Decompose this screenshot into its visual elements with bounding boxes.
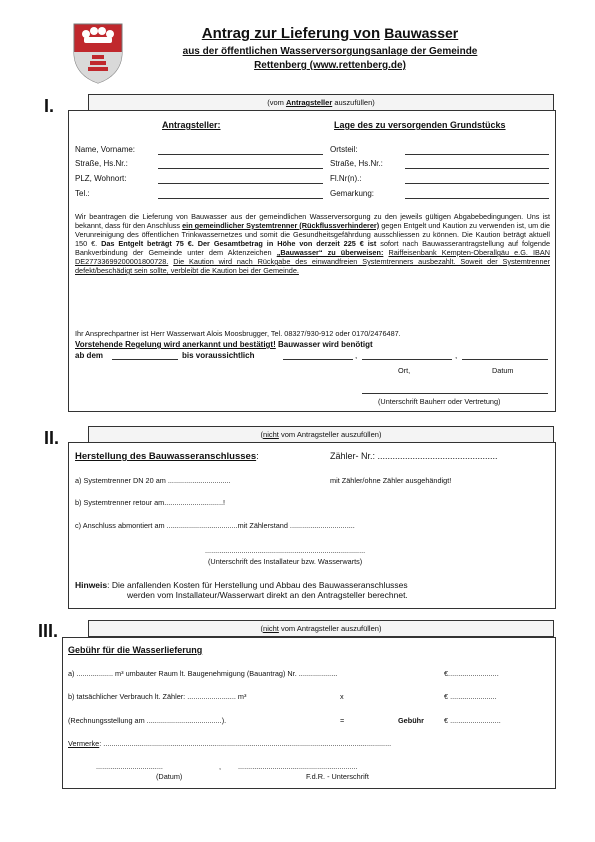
- fee-signature-label: F.d.R. - Unterschrift: [306, 772, 369, 781]
- tab-text-post: vom Antragsteller auszufüllen): [278, 430, 382, 439]
- comma-1: ,: [355, 351, 358, 360]
- section-2-numeral: II.: [44, 428, 60, 448]
- phone-field[interactable]: [158, 198, 323, 199]
- installer-signature-label: (Unterschrift des Installateur bzw. Wasserwarts): [208, 557, 363, 566]
- street-field[interactable]: [158, 168, 323, 169]
- agreement-bold: Vorstehende Regelung wird anerkannt und bestätigt!: [75, 340, 276, 349]
- page-subtitle-2: Rettenberg (www.rettenberg.de): [254, 60, 406, 71]
- date-label: Datum: [492, 366, 514, 375]
- name-field[interactable]: [158, 154, 323, 155]
- hint-text-2: werden vom Installateur/Wasserwart direkt an den Antragsteller berechnet.: [127, 590, 408, 600]
- tab-text-bold: Antragsteller: [285, 98, 333, 107]
- hint-text-1: : Die anfallenden Kosten für Herstellung und Abbau des Bauwasseranschlusses: [107, 580, 408, 590]
- terms-text-backflow: ein gemeindlicher Systemtrenner (Rückflussverhinderer): [182, 221, 380, 230]
- terms-text-1: Wir beantragen die Lieferung von Bauwasser aus der gemeindlichen Wasserversorgung zu den jeweils gültigen Abgabebedingungen. Uns ist bekannt, dass für den Anschluss: [75, 212, 550, 230]
- field-label-street: Straße, Hs.Nr.:: [75, 159, 128, 168]
- gemarkung-field[interactable]: [405, 198, 549, 199]
- fee-line-b[interactable]: b) tatsächlicher Verbrauch lt. Zähler: ........................ m³: [68, 692, 247, 701]
- applicant-heading: Antragsteller:: [162, 120, 221, 130]
- tab-text-pre: (: [260, 430, 264, 439]
- meter-number[interactable]: Zähler- Nr.: ................................................: [330, 451, 498, 461]
- comma-2: ,: [455, 351, 458, 360]
- tab-text-bold: nicht: [263, 430, 279, 439]
- place-field[interactable]: [362, 359, 452, 360]
- applicant-signature-field[interactable]: [362, 393, 548, 394]
- hint-label: Hinweis: [75, 580, 108, 590]
- place-label: Ort,: [398, 366, 411, 375]
- fee-line-c-eur[interactable]: € .........................: [444, 716, 501, 725]
- fee-line-a-eur[interactable]: €.........................: [444, 669, 499, 678]
- fee-date-label: (Datum): [156, 772, 183, 781]
- until-label: bis voraussichtlich: [182, 351, 255, 360]
- terms-text-deposit: Die Kaution wird nach Rückgabe des einwandfreien Systemtrenners ausbezahlt. Soweit der Systemtrenner defekt/beschädigt sein sollte, verbleibt die Kaution bei der Gemeinde.: [75, 257, 550, 275]
- field-label-city: PLZ, Wohnort:: [75, 174, 127, 183]
- agreement-rest: Bauwasser wird benötigt: [278, 340, 373, 349]
- install-line-c[interactable]: c) Anschluss abmontiert am ...................................mit Zählerstand ................................: [75, 521, 355, 530]
- field-label-gemarkung: Gemarkung:: [330, 189, 375, 198]
- tab-text-post: auszufüllen): [332, 98, 375, 107]
- from-date-field[interactable]: [112, 359, 178, 360]
- remarks-label: Vermerke: [68, 739, 100, 748]
- district-field[interactable]: [405, 154, 549, 155]
- field-label-name: Name, Vorname:: [75, 145, 136, 154]
- title-main: Antrag zur Lieferung von: [201, 25, 381, 42]
- agreement-line: [75, 340, 550, 350]
- fee-line-a[interactable]: a) .................. m³ umbauter Raum lt. Baugenehmigung (Bauantrag) Nr. ...................: [68, 669, 338, 678]
- terms-text-bank: Raiffeisenbank Kempten-Oberallgäu e.G. IBAN DE27733699200001800728.: [75, 248, 551, 266]
- section-1-tab: [88, 94, 554, 111]
- remarks-line[interactable]: [68, 739, 391, 748]
- fee-heading: Gebühr für die Wasserlieferung: [68, 645, 203, 655]
- install-line-a-right: mit Zähler/ohne Zähler ausgehändigt!: [330, 476, 452, 485]
- contact-text: Ihr Ansprechpartner ist Herr Wasserwart Alois Moosbrugger, Tel. 08327/930-912 oder 0170/2476487.: [75, 329, 401, 338]
- coat-of-arms-logo: [72, 22, 124, 84]
- until-date-field[interactable]: [283, 359, 353, 360]
- installation-heading-text: Herstellung des Bauwasseranschlusses: [75, 451, 257, 462]
- tab-text-pre: (: [260, 624, 264, 633]
- fee-label: Gebühr: [398, 716, 424, 725]
- terms-text-fee: Das Entgelt beträgt 75 €. Der Gesamtbetrag in Höhe von derzeit 225 € ist: [101, 239, 377, 248]
- field-label-parcel: Fl.Nr(n).:: [330, 174, 362, 183]
- installer-signature-field[interactable]: ...............................................................................: [205, 546, 366, 555]
- field-label-phone: Tel.:: [75, 189, 90, 198]
- fee-line-c-eq: =: [340, 716, 345, 725]
- field-label-property-street: Straße, Hs.Nr.:: [330, 159, 383, 168]
- fee-signature-date-field[interactable]: .................................: [96, 762, 163, 771]
- fee-line-b-eur[interactable]: € .......................: [444, 692, 497, 701]
- page-subtitle-1: aus der öffentlichen Wasserversorgungsanlage der Gemeinde: [182, 46, 478, 57]
- tab-text-post: vom Antragsteller auszufüllen): [278, 624, 382, 633]
- from-label: ab dem: [75, 351, 104, 360]
- applicant-signature-label: (Unterschrift Bauherr oder Vertretung): [378, 397, 501, 406]
- section-1-numeral: I.: [44, 96, 55, 116]
- page-title: [130, 25, 530, 42]
- title-bauwasser: Bauwasser: [384, 25, 459, 41]
- remarks-field[interactable]: : ..............................................................................................................................................: [99, 739, 392, 748]
- install-line-b[interactable]: b) Systemtrenner retour am.............................!: [75, 498, 226, 507]
- property-street-field[interactable]: [405, 168, 549, 169]
- fee-signature-comma: ,: [219, 762, 222, 771]
- tab-text-pre: (vom: [267, 98, 286, 107]
- heading-colon: :: [256, 451, 259, 462]
- city-field[interactable]: [158, 183, 323, 184]
- fee-line-b-x: x: [340, 692, 344, 701]
- terms-text-3: sofort nach Bauwasserantragstellung auf folgende Bankverbindung der Gemeinde unter dem Aktenzeichen: [75, 239, 551, 257]
- section-2-tab: [88, 426, 554, 443]
- field-label-district: Ortsteil:: [330, 145, 358, 154]
- hint-text: [75, 580, 550, 600]
- parcel-field[interactable]: [405, 183, 549, 184]
- tab-text-bold: nicht: [263, 624, 279, 633]
- terms-text-ref: „Bauwasser“ zu überweisen:: [276, 248, 384, 257]
- fee-line-c[interactable]: (Rechnungsstellung am .....................................).: [68, 716, 227, 725]
- date-field[interactable]: [462, 359, 548, 360]
- section-3-tab: [88, 620, 554, 637]
- property-heading: Lage des zu versorgenden Grundstücks: [334, 120, 506, 130]
- installation-heading: [75, 451, 259, 462]
- terms-paragraph: [75, 212, 550, 275]
- terms-text-2: gegen Entgelt und Kaution zu verwenden ist, um die Verunreinigung des öffentlichen Trinkwassernetzes und somit die Gesundheitsgefährdung ausschliessen zu können. Die Kaution beträgt aktuell 150 €.: [75, 221, 550, 248]
- fee-signature-field[interactable]: ...........................................................: [238, 762, 358, 771]
- install-line-a[interactable]: a) Systemtrenner DN 20 am ...............................: [75, 476, 231, 485]
- section-3-numeral: III.: [38, 621, 59, 641]
